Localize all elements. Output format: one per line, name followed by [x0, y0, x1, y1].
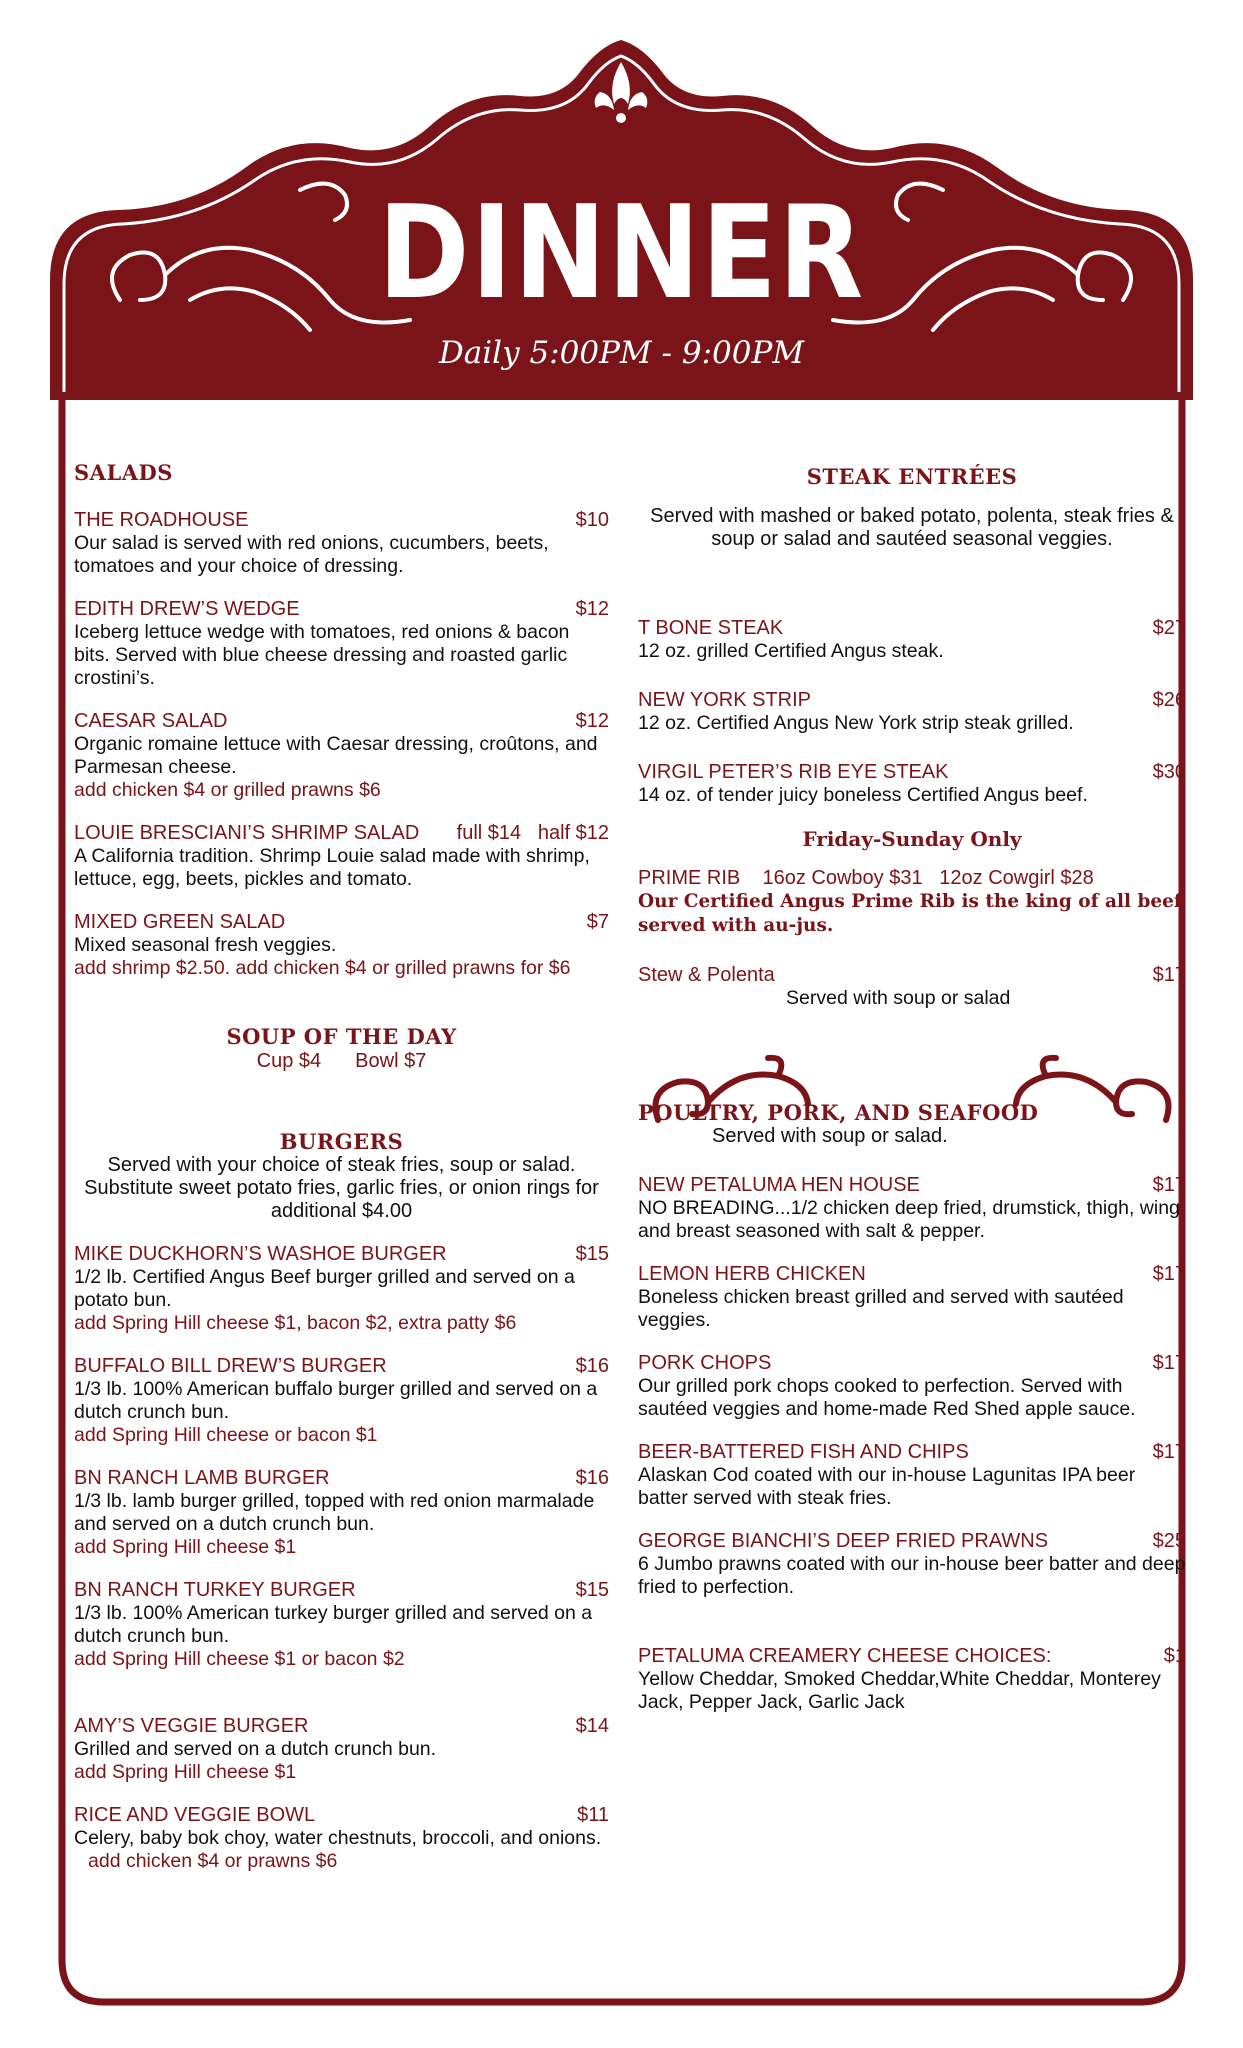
item-addon: add Spring Hill cheese or bacon $1 [74, 1424, 378, 1446]
menu-item [638, 617, 1186, 663]
item-price: $25 [1152, 1530, 1186, 1552]
item-name: THE ROADHOUSE [74, 509, 249, 531]
menu-item [638, 761, 1186, 807]
item-description: 14 oz. of tender juicy boneless Certified Angus beef. [638, 784, 1088, 806]
item-description: A California tradition. Shrimp Louie salad made with shrimp, lettuce, egg, beets, pickles and tomato. [74, 845, 590, 890]
poultry-note: Served with soup or salad. [712, 1125, 948, 1147]
menu-item [74, 1715, 609, 1784]
menu-item [638, 964, 1186, 1010]
item-price: $17 [1152, 1174, 1186, 1196]
item-addon: add Spring Hill cheese $1, bacon $2, extra patty $6 [74, 1312, 517, 1334]
item-price: $27 [1152, 617, 1186, 639]
item-price: $14 [575, 1715, 609, 1737]
item-name: BN RANCH LAMB BURGER [74, 1467, 330, 1489]
soup-section [74, 1024, 609, 1073]
item-description: Grilled and served on a dutch crunch bun. [74, 1738, 437, 1760]
weekend-heading: Friday-Sunday Only [802, 827, 1022, 851]
menu-item [74, 1355, 609, 1447]
soup-bowl-price: Bowl $7 [355, 1050, 427, 1072]
item-price: $11 [577, 1804, 609, 1826]
item-addon: add Spring Hill cheese $1 [74, 1536, 297, 1558]
prime-rib-item [638, 867, 1186, 938]
burgers-heading: BURGERS [279, 1129, 404, 1154]
burgers-note: Served with your choice of steak fries, soup or salad. Substitute sweet potato fries, garlic fries, or onion rings for additional $4.00 [84, 1154, 599, 1222]
menu-item [74, 1579, 609, 1671]
item-name: GEORGE BIANCHI’S DEEP FRIED PRAWNS [638, 1530, 1049, 1552]
menu-item [74, 1804, 609, 1873]
item-name: Stew & Polenta [638, 964, 775, 986]
item-description: 1/3 lb. 100% American turkey burger grilled and served on a dutch crunch bun. [74, 1602, 593, 1647]
item-name: MIXED GREEN SALAD [74, 911, 286, 933]
item-name: BN RANCH TURKEY BURGER [74, 1579, 356, 1601]
soup-cup-price: Cup $4 [256, 1050, 322, 1072]
item-description: Alaskan Cod coated with our in-house Lagunitas IPA beer batter served with steak fries. [638, 1464, 1136, 1509]
item-addon: add shrimp $2.50. add chicken $4 or grilled prawns for $6 [74, 957, 571, 979]
item-description: Served with soup or salad [786, 987, 1011, 1009]
item-addon: add Spring Hill cheese $1 or bacon $2 [74, 1648, 405, 1670]
item-name: MIKE DUCKHORN’S WASHOE BURGER [74, 1243, 447, 1265]
item-price: $15 [575, 1579, 609, 1601]
menu-item [638, 1174, 1186, 1243]
prime-rib-cowgirl-price: 12oz Cowgirl $28 [939, 867, 1094, 889]
item-description: Mixed seasonal fresh veggies. [74, 934, 337, 956]
item-addon: add chicken $4 or grilled prawns $6 [74, 779, 381, 801]
item-price: $10 [575, 509, 609, 531]
menu-item [74, 598, 609, 690]
burgers-section [74, 1129, 609, 1223]
item-price: $7 [586, 911, 609, 933]
steak-note: Served with mashed or baked potato, polenta, steak fries & soup or salad and sautéed seasonal veggies. [650, 505, 1174, 550]
steak-heading: STEAK ENTRÉES [806, 464, 1018, 489]
menu-item [638, 689, 1186, 735]
item-description: Boneless chicken breast grilled and served with sautéed veggies. [638, 1286, 1124, 1331]
item-name: PETALUMA CREAMERY CHEESE CHOICES: [638, 1645, 1052, 1667]
prime-rib-cowboy-price: 16oz Cowboy $31 [762, 867, 923, 889]
left-column [74, 460, 609, 1873]
item-price: $12 [575, 598, 609, 620]
menu-item [74, 509, 609, 578]
item-price [457, 822, 609, 845]
hours-subtitle: Daily 5:00PM - 9:00PM [438, 335, 805, 371]
item-description: Celery, baby bok choy, water chestnuts, broccoli, and onions. [74, 1827, 602, 1849]
menu-item [638, 1645, 1186, 1714]
item-price: $17 [1152, 1441, 1186, 1463]
item-name: BEER-BATTERED FISH AND CHIPS [638, 1441, 969, 1463]
menu-item [638, 1530, 1186, 1599]
item-price: $30 [1152, 761, 1186, 783]
item-description: 1/2 lb. Certified Angus Beef burger grilled and served on a potato bun. [74, 1266, 575, 1311]
item-price: $17 [1152, 964, 1186, 986]
page-title: DINNER [378, 179, 865, 328]
item-price: $16 [575, 1467, 609, 1489]
menu-item [74, 1243, 609, 1335]
item-name: CAESAR SALAD [74, 710, 228, 732]
item-name: PRIME RIB [638, 867, 741, 889]
item-price: $26 [1152, 689, 1186, 711]
item-price: $1 [1163, 1645, 1186, 1667]
item-description: 6 Jumbo prawns coated with our in-house beer batter and deep fried to perfection. [638, 1553, 1186, 1598]
poultry-heading: POULTRY, PORK, AND SEAFOOD [638, 1100, 1039, 1125]
item-price: $15 [575, 1243, 609, 1265]
item-name: NEW PETALUMA HEN HOUSE [638, 1174, 920, 1196]
menu-item [638, 1352, 1186, 1421]
item-price: $16 [575, 1355, 609, 1377]
item-price-half: half $12 [537, 822, 609, 844]
menu-item [74, 911, 609, 980]
item-description: Our salad is served with red onions, cucumbers, beets, tomatoes and your choice of dressing. [74, 532, 549, 577]
item-name: RICE AND VEGGIE BOWL [74, 1804, 316, 1826]
item-description: 1/3 lb. 100% American buffalo burger grilled and served on a dutch crunch bun. [74, 1378, 598, 1423]
item-description: Organic romaine lettuce with Caesar dressing, croûtons, and Parmesan cheese. [74, 733, 598, 778]
item-name: LOUIE BRESCIANI’S SHRIMP SALAD [74, 822, 420, 844]
item-addon: add Spring Hill cheese $1 [74, 1761, 297, 1783]
prime-rib-note: Our Certified Angus Prime Rib is the king of all beef served with au-jus. [638, 891, 1182, 936]
item-description: Yellow Cheddar, Smoked Cheddar,White Cheddar, Monterey Jack, Pepper Jack, Garlic Jack [638, 1668, 1161, 1713]
right-column [638, 460, 1186, 1714]
item-description: 12 oz. grilled Certified Angus steak. [638, 640, 944, 662]
item-description: Our grilled pork chops cooked to perfection. Served with sautéed veggies and home-made Red Shed apple sauce. [638, 1375, 1136, 1420]
menu-item [74, 1467, 609, 1559]
item-price-full: full $14 [456, 822, 522, 844]
item-name: LEMON HERB CHICKEN [638, 1263, 866, 1285]
poultry-section [638, 1100, 1186, 1148]
salads-heading: SALADS [74, 460, 173, 485]
item-name: T BONE STEAK [638, 617, 784, 639]
soup-heading: SOUP OF THE DAY [226, 1024, 457, 1049]
item-name: NEW YORK STRIP [638, 689, 811, 711]
item-description: Iceberg lettuce wedge with tomatoes, red onions & bacon bits. Served with blue cheese dressing and roasted garlic crostini’s. [74, 621, 570, 689]
menu-item [74, 822, 609, 891]
item-name: PORK CHOPS [638, 1352, 772, 1374]
item-name: BUFFALO BILL DREW’S BURGER [74, 1355, 387, 1377]
item-description: 12 oz. Certified Angus New York strip steak grilled. [638, 712, 1074, 734]
item-price: $17 [1152, 1263, 1186, 1285]
item-name: AMY’S VEGGIE BURGER [74, 1715, 309, 1737]
item-price: $12 [575, 710, 609, 732]
item-addon: add chicken $4 or prawns $6 [88, 1850, 338, 1872]
item-description: 1/3 lb. lamb burger grilled, topped with red onion marmalade and served on a dutch crunch bun. [74, 1490, 595, 1535]
menu-item [638, 1263, 1186, 1332]
item-description: NO BREADING...1/2 chicken deep fried, drumstick, thigh, wing and breast seasoned with salt & pepper. [638, 1197, 1180, 1242]
item-name: EDITH DREW’S WEDGE [74, 598, 300, 620]
menu-item [638, 1441, 1186, 1510]
item-price: $17 [1152, 1352, 1186, 1374]
item-name: VIRGIL PETER’S RIB EYE STEAK [638, 761, 949, 783]
menu-item [74, 710, 609, 802]
